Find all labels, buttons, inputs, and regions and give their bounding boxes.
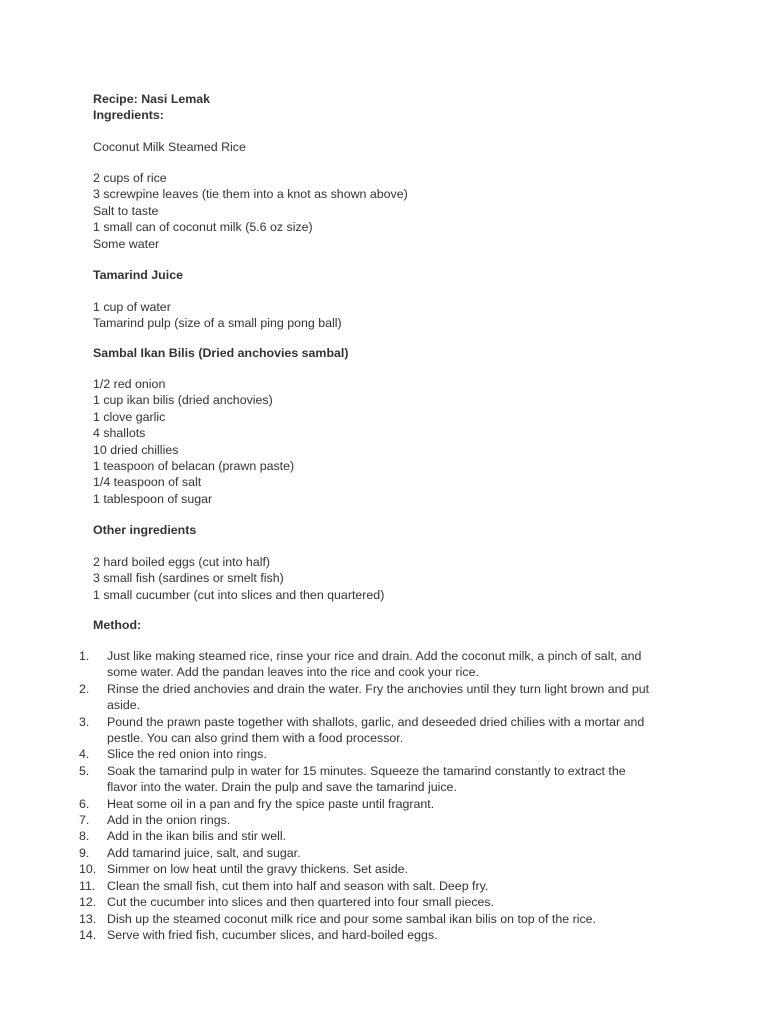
step-text: Pound the prawn paste together with shallots, garlic, and deseeded dried chilies with a mortar and pestle. You can also grind them with a food processor. <box>107 714 645 746</box>
method-step <box>74 763 694 796</box>
ingredient-item: 1 tablespoon of sugar <box>93 491 213 506</box>
step-number: 3. <box>79 714 90 729</box>
recipe-title: Recipe: Nasi Lemak <box>93 92 211 106</box>
method-title: Method: <box>93 618 142 632</box>
sambal-section <box>93 345 693 361</box>
step-number: 5. <box>79 763 90 778</box>
step-number: 6. <box>79 796 90 811</box>
ingredient-item: 1/4 teaspoon of salt <box>93 475 202 490</box>
step-text: Add tamarind juice, salt, and sugar. <box>107 845 301 860</box>
step-number: 2. <box>79 681 90 696</box>
ingredient-item: 3 small fish (sardines or smelt fish) <box>93 571 284 586</box>
method-steps <box>74 648 694 943</box>
ingredient-item: 3 screwpine leaves (tie them into a knot as shown above) <box>93 187 408 202</box>
step-number: 12. <box>79 895 97 910</box>
ingredient-item: 2 hard boiled eggs (cut into half) <box>93 555 271 569</box>
step-number: 13. <box>79 911 97 926</box>
method-section <box>93 617 693 633</box>
recipe-header <box>93 91 693 124</box>
method-step <box>74 894 694 910</box>
tamarind-items <box>93 299 693 332</box>
method-step <box>74 714 694 747</box>
ingredient-item: 2 cups of rice <box>93 171 167 185</box>
step-number: 14. <box>79 927 97 942</box>
ingredient-item: Tamarind pulp (size of a small ping pong ball) <box>93 316 342 331</box>
ingredient-item: 1 clove garlic <box>93 409 166 424</box>
method-step <box>74 927 694 943</box>
step-number: 1. <box>79 649 90 663</box>
sambal-items <box>93 376 693 507</box>
step-number: 9. <box>79 845 90 860</box>
step-text: Cut the cucumber into slices and then quartered into four small pieces. <box>107 895 495 910</box>
step-number: 10. <box>79 862 97 877</box>
method-step <box>74 878 694 894</box>
step-number: 8. <box>79 829 90 844</box>
section-title-other: Other ingredients <box>93 523 197 537</box>
method-step <box>74 911 694 927</box>
step-text: Add in the ikan bilis and stir well. <box>107 829 287 844</box>
method-step <box>74 796 694 812</box>
step-text: Soak the tamarind pulp in water for 15 minutes. Squeeze the tamarind constantly to extract the flavor into the water. Drain the pulp and save the tamarind juice. <box>107 763 626 795</box>
step-text: Slice the red onion into rings. <box>107 747 267 762</box>
ingredient-item: 1/2 red onion <box>93 377 166 391</box>
step-number: 7. <box>79 813 90 828</box>
ingredient-item: Some water <box>93 236 160 251</box>
step-text: Clean the small fish, cut them into half and season with salt. Deep fry. <box>107 878 489 893</box>
section-title-coconut-rice: Coconut Milk Steamed Rice <box>93 140 246 154</box>
step-text: Add in the onion rings. <box>107 813 231 828</box>
method-step <box>74 648 694 681</box>
step-number: 4. <box>79 747 90 762</box>
step-text: Just like making steamed rice, rinse your rice and drain. Add the coconut milk, a pinch of salt, and some water. Add the pandan leaves into the rice and cook your rice. <box>107 649 642 680</box>
method-step <box>74 828 694 844</box>
coconut-rice-items <box>93 170 693 252</box>
other-section <box>93 522 693 538</box>
method-step <box>74 861 694 877</box>
step-text: Dish up the steamed coconut milk rice and pour some sambal ikan bilis on top of the rice. <box>107 911 596 926</box>
method-step <box>74 812 694 828</box>
step-text: Rinse the dried anchovies and drain the water. Fry the anchovies until they turn light brown and put aside. <box>107 681 650 713</box>
section-title-sambal: Sambal Ikan Bilis (Dried anchovies sambal) <box>93 346 349 360</box>
step-number: 11. <box>79 878 96 893</box>
method-step <box>74 681 694 714</box>
ingredient-item: Salt to taste <box>93 203 159 218</box>
ingredients-label: Ingredients: <box>93 108 164 123</box>
section-title-tamarind: Tamarind Juice <box>93 268 183 282</box>
ingredient-item: 1 cup of water <box>93 300 171 314</box>
ingredient-item: 4 shallots <box>93 426 146 441</box>
ingredient-item: 1 cup ikan bilis (dried anchovies) <box>93 393 273 408</box>
ingredient-item: 1 teaspoon of belacan (prawn paste) <box>93 459 295 474</box>
ingredient-item: 10 dried chillies <box>93 442 179 457</box>
step-text: Simmer on low heat until the gravy thickens. Set aside. <box>107 862 408 877</box>
step-text: Heat some oil in a pan and fry the spice paste until fragrant. <box>107 796 435 811</box>
other-items <box>93 554 693 603</box>
ingredient-item: 1 small cucumber (cut into slices and then quartered) <box>93 587 385 602</box>
method-step <box>74 746 694 762</box>
coconut-rice-section <box>93 139 693 155</box>
method-step <box>74 845 694 861</box>
tamarind-section <box>93 267 693 283</box>
ingredient-item: 1 small can of coconut milk (5.6 oz size) <box>93 220 313 235</box>
step-text: Serve with fried fish, cucumber slices, and hard-boiled eggs. <box>107 927 438 942</box>
